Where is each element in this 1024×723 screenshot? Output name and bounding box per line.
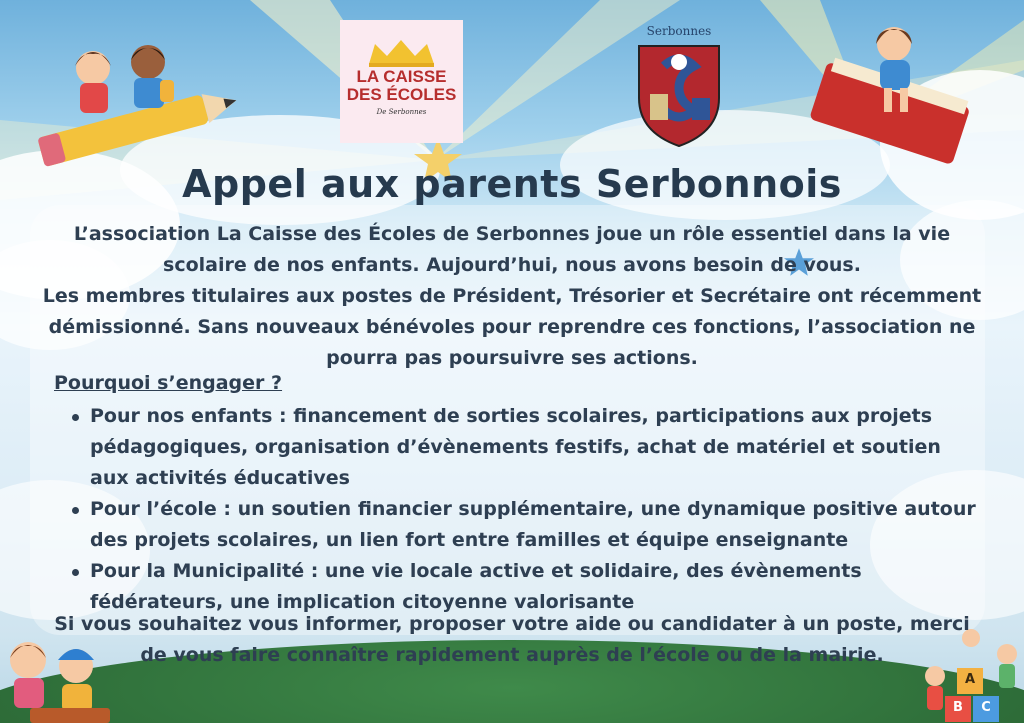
closing-text: Si vous souhaitez vous informer, proposer votre aide ou candidater à un poste, merci de vous faire connaître rapidement auprès de l’école ou de la mairie. <box>54 613 970 666</box>
reasons-list <box>52 401 982 618</box>
bullet-icon <box>72 414 79 421</box>
crest-label: Serbonnes <box>646 24 712 38</box>
why-heading: Pourquoi s’engager ? <box>54 372 283 394</box>
intro-paragraph: L’association La Caisse des Écoles de Serbonnes joue un rôle essentiel dans la vie scolaire de nos enfants. Aujourd’hui, nous avons besoin de vous. <box>73 223 951 276</box>
intro-paragraph: Les membres titulaires aux postes de Président, Trésorier et Secrétaire ont récemment démissionné. Sans nouveaux bénévoles pour reprendre ces fonctions, l’association ne pourra pas poursuivre ses actions. <box>42 285 982 369</box>
logo-subtitle: De Serbonnes <box>376 108 427 116</box>
crown-icon <box>365 38 438 68</box>
block-a-label: A <box>964 672 976 687</box>
bullet-icon <box>72 507 79 514</box>
list-item-text: Pour la Municipalité : une vie locale active et solidaire, des évènements fédérateurs, une implication citoyenne valorisante <box>90 560 862 613</box>
list-item-text: Pour nos enfants : financement de sorties scolaires, participations aux projets pédagogiques, organisation d’évènements festifs, achat de matériel et soutien aux activités éducatives <box>90 405 941 489</box>
kids-on-pencil-illustration <box>18 28 248 178</box>
list-item <box>52 494 982 556</box>
list-item-text: Pour l’école : un soutien financier supplémentaire, une dynamique positive autour des projets scolaires, un lien fort entre familles et équipe enseignante <box>90 498 976 551</box>
block-b-label: B <box>953 700 963 715</box>
bullet-icon <box>72 569 79 576</box>
page-title: Appel aux parents Serbonnois <box>182 162 842 206</box>
girl-on-book-illustration <box>804 18 1004 170</box>
block-c-label: C <box>981 700 991 715</box>
serbonnes-coat-of-arms-icon <box>636 40 722 148</box>
list-item <box>52 401 982 494</box>
logo-title: LA CAISSE DES ÉCOLES <box>346 67 457 104</box>
caisse-des-ecoles-logo <box>340 20 463 143</box>
intro-text <box>40 219 984 374</box>
